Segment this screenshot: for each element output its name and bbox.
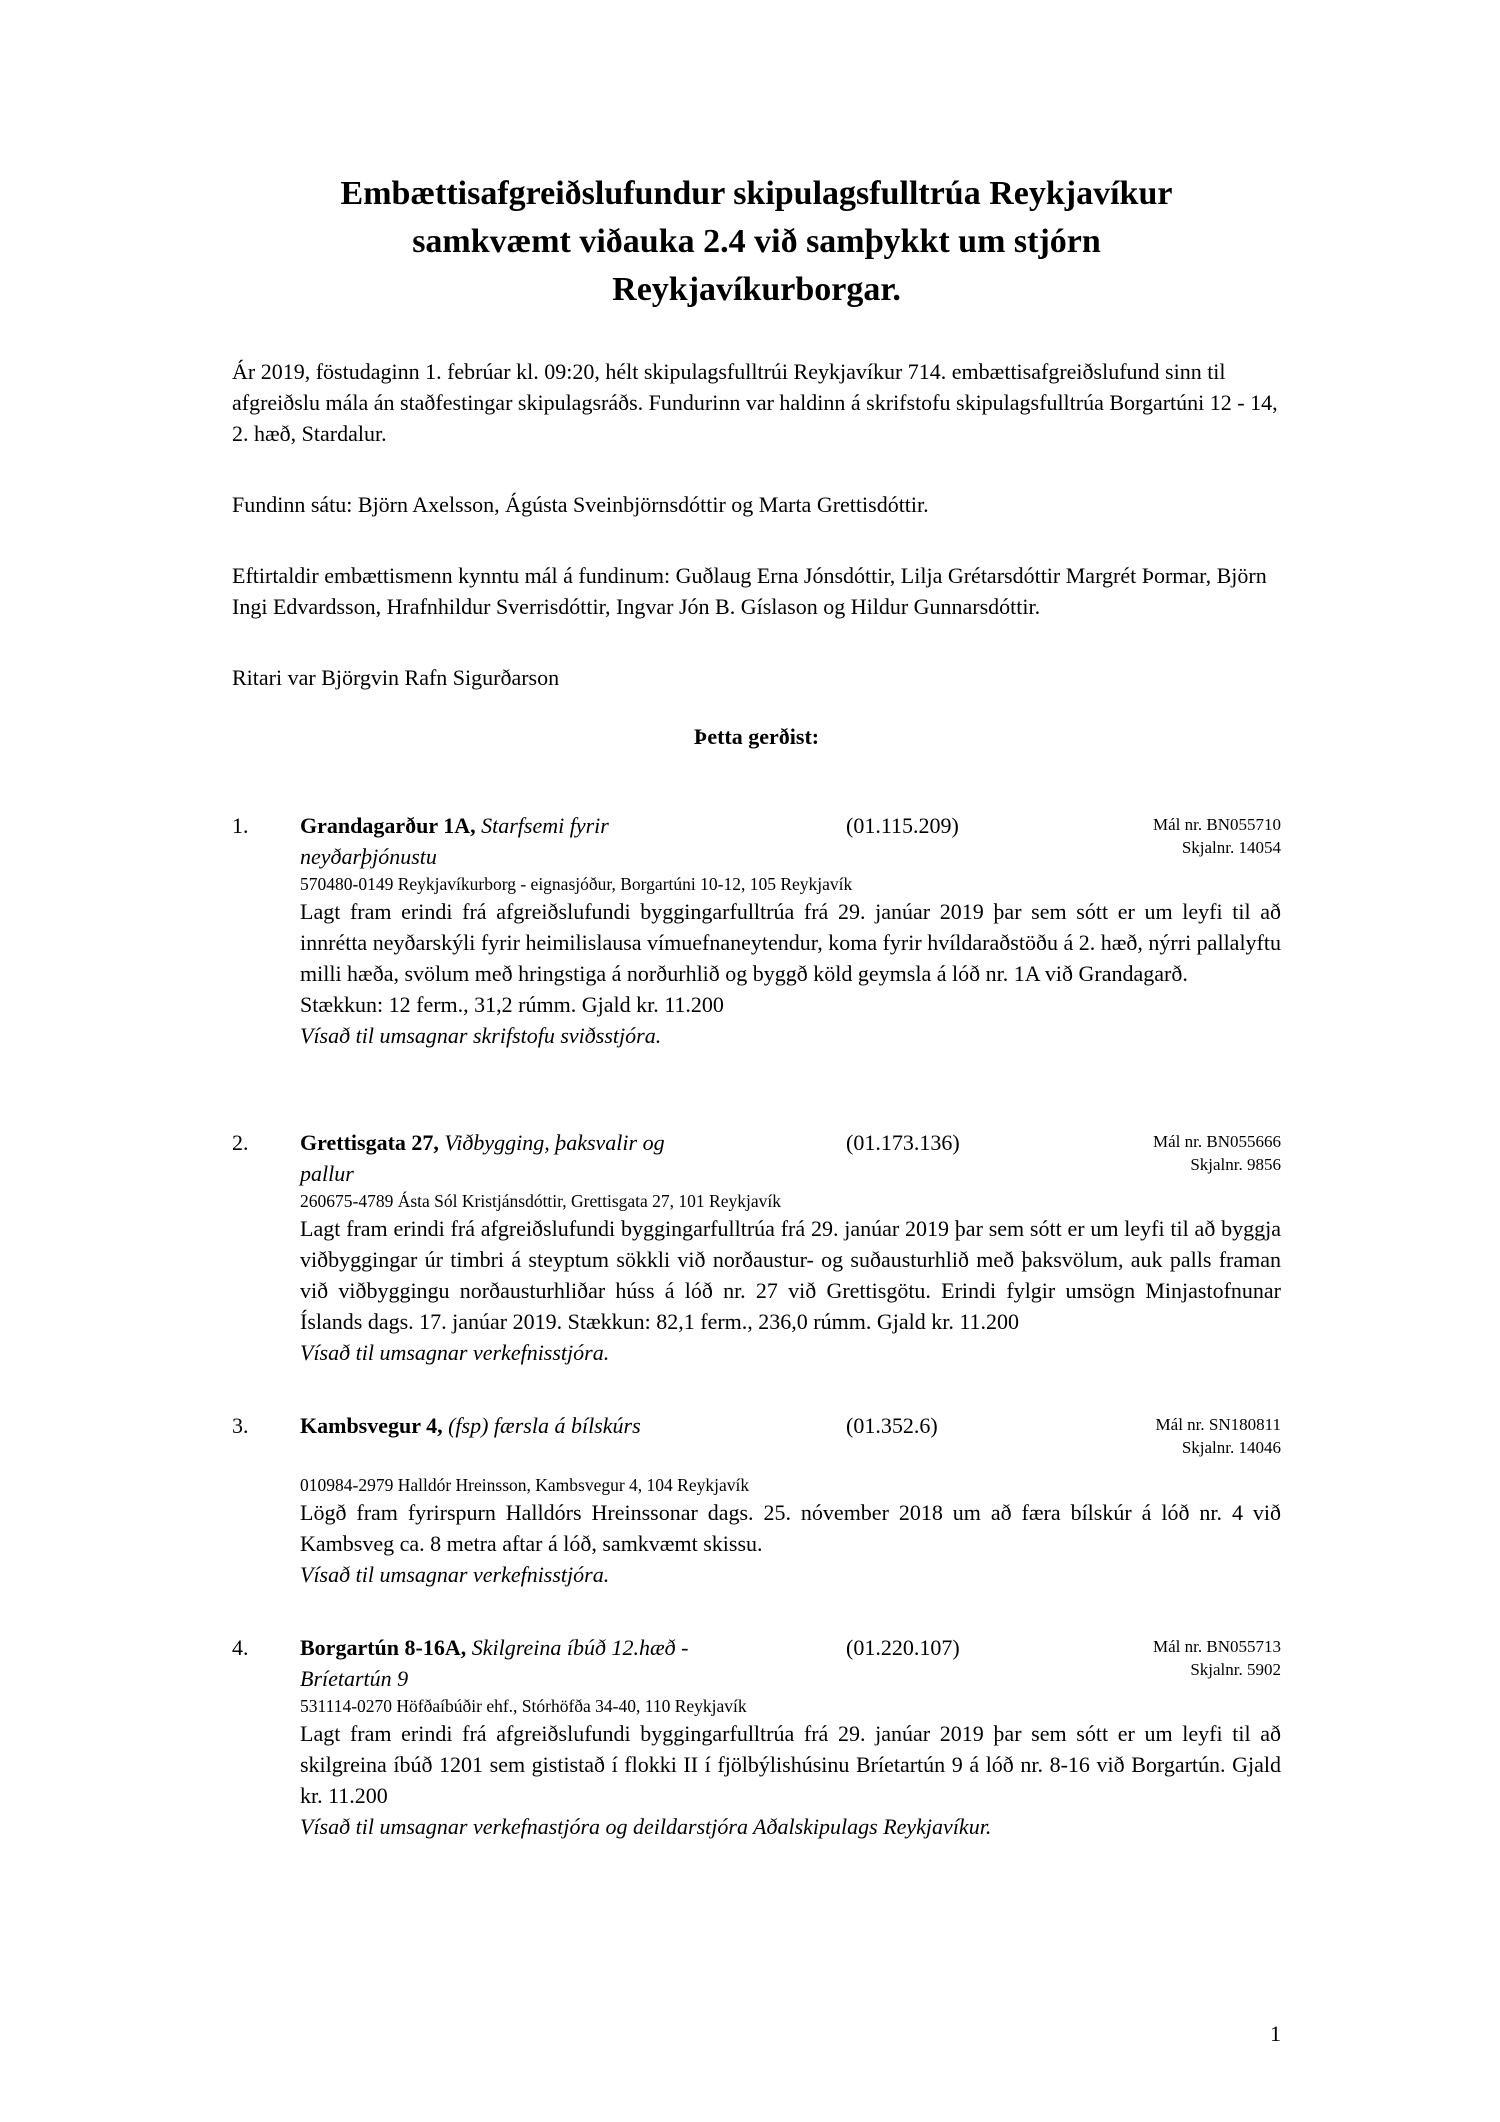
item-code: (01.220.107) [846,1635,960,1660]
item-number: 1. [232,813,249,838]
item-description: Lagt fram erindi frá afgreiðslufundi byggingarfulltrúa frá 29. janúar 2019 þar sem sótt er um leyfi til að byggja viðbyggingar úr timbri á steyptum sökkli við norðaustur- og suðausturhlið með þaksvölum, auk palls framan við viðbyggingu norðausturhliðar húss á lóð nr. 27 við Grettisgötu. Erindi fylgir umsögn Minjastofnunar Íslands dags. 17. janúar 2019. Stækkun: 82,1 ferm., 236,0 rúmm. Gjald kr. 11.200 [300,1216,1281,1334]
meeting-description-paragraph: Ár 2019, föstudaginn 1. febrúar kl. 09:20, hélt skipulagsfulltrúi Reykjavíkur 714. embættisafgreiðslufund sinn til afgreiðslu mála án staðfestingar skipulagsráðs. Fundurinn var haldinn á skrifstofu skipulagsfulltrúa Borgartúni 12 - 14, 2. hæð, Stardalur. [232,359,1278,446]
agenda-item-2 [232,1127,1281,1368]
item-address: Borgartún 8-16A, [300,1635,467,1660]
case-number: Mál nr. BN055666 [1153,1132,1281,1151]
item-title [300,1127,720,1189]
case-number: Mál nr. BN055713 [1153,1637,1281,1656]
item-header [232,810,1281,872]
agenda-item-4 [232,1632,1281,1842]
item-description: Lagt fram erindi frá afgreiðslufundi byggingarfulltrúa frá 29. janúar 2019 þar sem sótt er um leyfi til að innrétta neyðarskýli fyrir heimilislausa vímuefnaneytendur, koma fyrir hvíldaraðstöðu á 2. hæð, nýrri pallalyftu milli hæða, svölum með hringstiga á norðurhlið og byggð köld geymsla á lóð nr. 1A við Grandagarð. [300,899,1281,986]
referral-line: Vísað til umsagnar skrifstofu sviðsstjóra. [300,1023,662,1048]
item-subject: (fsp) færsla á bílskúrs [448,1413,641,1438]
referral-line: Vísað til umsagnar verkefnisstjóra. [300,1340,610,1365]
document-title-line-3: Reykjavíkurborgar. [612,271,901,308]
document-number: Skjalnr. 5902 [1190,1660,1281,1679]
item-description: Lögð fram fyrirspurn Halldórs Hreinssonar dags. 25. nóvember 2018 um að færa bílskúr á lóð nr. 4 við Kambsveg ca. 8 metra aftar á lóð, samkvæmt skissu. [300,1500,1281,1556]
item-content [300,1694,1281,1842]
page-number: 1 [1270,2021,1281,2046]
item-number: 4. [232,1635,249,1660]
item-number: 3. [232,1413,249,1438]
item-subject: Viðbygging, þaksvalir og pallur [300,1130,665,1186]
item-address: Grandagarður 1A, [300,813,476,838]
item-title [300,1632,720,1694]
registrant-line: 260675-4789 Ásta Sól Kristjánsdóttir, Grettisgata 27, 101 Reykjavík [300,1191,781,1211]
document-number: Skjalnr. 14054 [1181,838,1281,857]
item-code: (01.115.209) [846,813,959,838]
document-title [232,170,1281,314]
item-title [300,810,720,872]
item-meta [1066,810,1281,859]
item-content [300,1473,1281,1590]
attendees-line: Fundinn sátu: Björn Axelsson, Ágústa Sveinbjörnsdóttir og Marta Grettisdóttir. [232,492,929,517]
item-content [300,1189,1281,1368]
item-title [300,1410,720,1441]
document-title-line-1: Embættisafgreiðslufundur skipulagsfulltrúa Reykjavíkur [340,175,1173,212]
size-line: Stækkun: 12 ferm., 31,2 rúmm. Gjald kr. 11.200 [300,992,724,1017]
registrant-line: 010984-2979 Halldór Hreinsson, Kambsvegur 4, 104 Reykjavík [300,1475,750,1495]
section-heading: Þetta gerðist: [693,724,820,749]
registrant-line: 570480-0149 Reykjavíkurborg - eignasjóður, Borgartúni 10-12, 105 Reykjavík [300,874,853,894]
registrant-line: 531114-0270 Höfðaíbúðir ehf., Stórhöfða 34-40, 110 Reykjavík [300,1696,747,1716]
agenda-item-1 [232,810,1281,1051]
item-address: Kambsvegur 4, [300,1413,443,1438]
item-content [300,872,1281,1051]
document-number: Skjalnr. 9856 [1190,1155,1281,1174]
item-header [232,1410,1281,1459]
item-number: 2. [232,1130,249,1155]
document-number: Skjalnr. 14046 [1181,1438,1281,1457]
item-code: (01.173.136) [846,1130,960,1155]
referral-line: Vísað til umsagnar verkefnastjóra og deildarstjóra Aðalskipulags Reykjavíkur. [300,1814,992,1839]
secretary-line: Ritari var Björgvin Rafn Sigurðarson [232,665,560,690]
item-description: Lagt fram erindi frá afgreiðslufundi byggingarfulltrúa frá 29. janúar 2019 þar sem sótt er um leyfi til að skilgreina íbúð 1201 sem gististað í flokki II í fjölbýlishúsinu Bríetartún 9 á lóð nr. 8-16 við Borgartún. Gjald kr. 11.200 [300,1721,1281,1808]
document-title-line-2: samkvæmt viðauka 2.4 við samþykkt um stjórn [412,223,1101,260]
agenda-items [232,810,1281,1842]
agenda-item-3 [232,1410,1281,1590]
item-code: (01.352.6) [846,1413,938,1438]
item-address: Grettisgata 27, [300,1130,439,1155]
item-header [232,1127,1281,1189]
case-number: Mál nr. BN055710 [1153,815,1281,834]
intro-section [232,356,1281,693]
item-meta [1066,1127,1281,1176]
referral-line: Vísað til umsagnar verkefnisstjóra. [300,1562,610,1587]
case-number: Mál nr. SN180811 [1155,1415,1281,1434]
officials-line: Eftirtaldir embættismenn kynntu mál á fundinum: Guðlaug Erna Jónsdóttir, Lilja Grétarsdóttir Margrét Þormar, Björn Ingi Edvardsson, Hrafnhildur Sverrisdóttir, Ingvar Jón B. Gíslason og Hildur Gunnarsdóttir. [232,563,1267,619]
item-meta [1066,1410,1281,1459]
item-meta [1066,1632,1281,1681]
item-subject: Skilgreina íbúð 12.hæð - Bríetartún 9 [300,1635,689,1691]
item-subject: Starfsemi fyrir neyðarþjónustu [300,813,609,869]
item-header [232,1632,1281,1694]
